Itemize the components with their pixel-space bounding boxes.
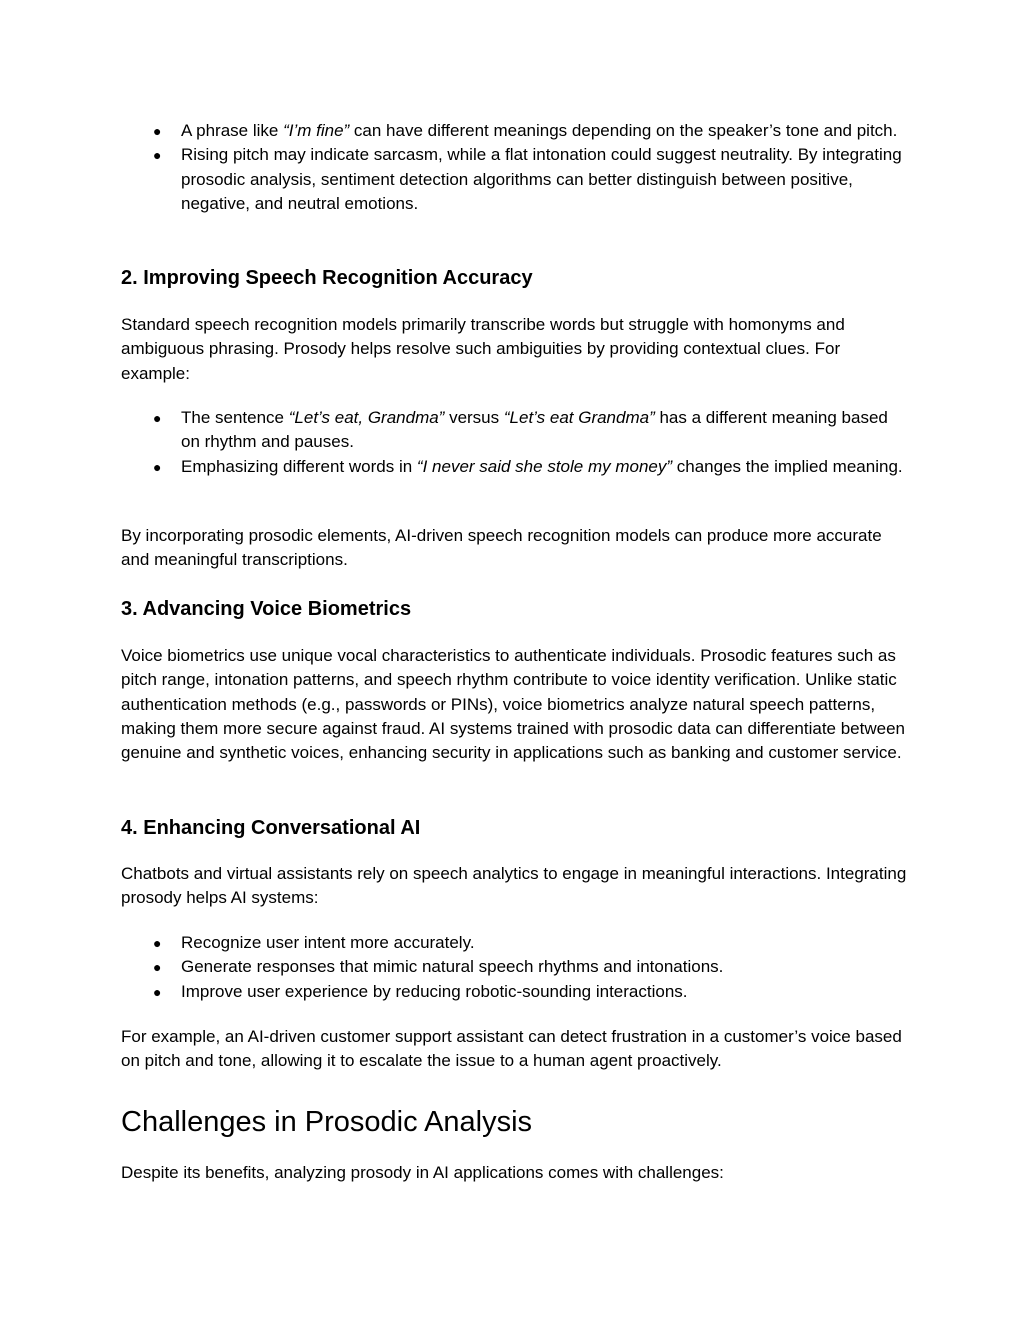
bullet-icon: ● bbox=[153, 410, 162, 426]
paragraph: Standard speech recognition models primarily transcribe words but struggle with homonyms and ambiguous phrasing. Prosody helps resolve such ambiguities by providing contextual clues. For example: bbox=[121, 315, 845, 383]
section-heading: 2. Improving Speech Recognition Accuracy bbox=[121, 267, 533, 289]
sentiment-examples-list bbox=[121, 119, 911, 216]
conversational-ai-benefits-list bbox=[121, 931, 911, 1004]
list-item: ● Improve user experience by reducing robotic-sounding interactions. bbox=[121, 980, 911, 1004]
bullet-icon: ● bbox=[153, 123, 162, 139]
bullet-icon: ● bbox=[153, 983, 162, 1000]
list-item: ● Emphasizing different words in “I never said she stole my money” changes the implied meaning. bbox=[121, 455, 911, 479]
speech-recognition-examples-list bbox=[121, 406, 911, 479]
list-item: ● A phrase like “I’m fine” can have different meanings depending on the speaker’s tone and pitch. bbox=[121, 119, 911, 143]
list-item: ● The sentence “Let’s eat, Grandma” versus “Let’s eat Grandma” has a different meaning based on rhythm and pauses. bbox=[153, 408, 888, 452]
paragraph: For example, an AI-driven customer support assistant can detect frustration in a customer’s voice based on pitch and tone, allowing it to escalate the issue to a human agent proactively. bbox=[121, 1027, 902, 1071]
paragraph: By incorporating prosodic elements, AI-driven speech recognition models can produce more accurate and meaningful transcriptions. bbox=[121, 526, 882, 570]
bullet-icon: ● bbox=[153, 959, 162, 976]
bullet-icon: ● bbox=[153, 935, 162, 951]
list-item: ● Rising pitch may indicate sarcasm, while a flat intonation could suggest neutrality. By integrating prosodic analysis, sentiment detection algorithms can better distinguish between positive, negative, and neutral emotions. bbox=[153, 145, 902, 213]
paragraph: Voice biometrics use unique vocal characteristics to authenticate individuals. Prosodic features such as pitch range, intonation patterns, and speech rhythm contribute to voice identity verification. Unlike static authentication methods (e.g., passwords or PINs), voice biometrics analyze natural speech patterns, making them more secure against fraud. AI systems trained with prosodic data can differentiate between genuine and synthetic voices, enhancing security in applications such as banking and customer service. bbox=[121, 646, 905, 763]
list-item: ● Recognize user intent more accurately. bbox=[121, 931, 911, 955]
list-item: ● Generate responses that mimic natural speech rhythms and intonations. bbox=[121, 955, 911, 979]
paragraph: Despite its benefits, analyzing prosody in AI applications comes with challenges: bbox=[121, 1163, 724, 1182]
bullet-icon: ● bbox=[153, 147, 162, 164]
section-heading: 4. Enhancing Conversational AI bbox=[121, 817, 421, 839]
section-heading: 3. Advancing Voice Biometrics bbox=[121, 598, 412, 620]
chapter-heading: Challenges in Prosodic Analysis bbox=[121, 1106, 533, 1138]
bullet-icon: ● bbox=[153, 458, 162, 475]
paragraph: Chatbots and virtual assistants rely on speech analytics to engage in meaningful interactions. Integrating prosody helps AI systems: bbox=[121, 864, 907, 908]
